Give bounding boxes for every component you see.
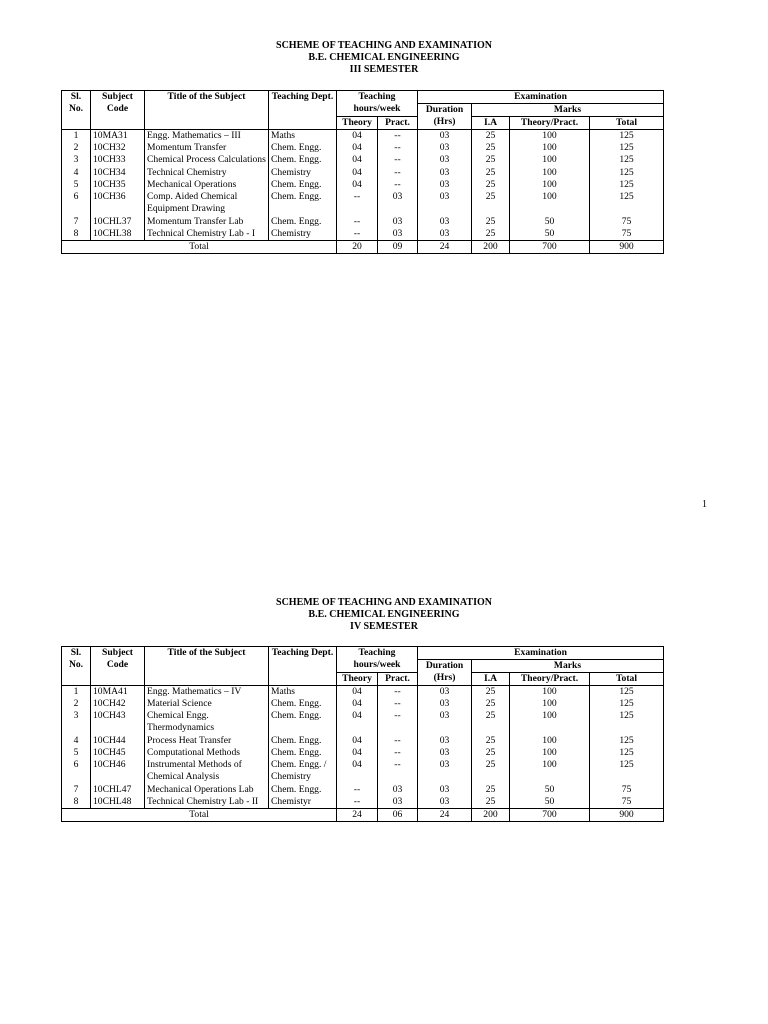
heading-line: B.E. CHEMICAL ENGINEERING [308, 52, 460, 63]
col-header-title: Title of the Subject [145, 91, 269, 130]
semester-section [0, 40, 768, 76]
scheme-table [61, 90, 664, 254]
col-header-duration: Duration (Hrs) [418, 104, 472, 130]
cell-duration: 03 [418, 796, 472, 809]
total-pract: 09 [378, 241, 418, 254]
cell-sl: 7 [62, 784, 91, 796]
cell-theory: -- [337, 191, 378, 215]
page-number: 1 [702, 499, 707, 510]
col-header-sl: Sl. No. [62, 91, 91, 130]
cell-duration: 03 [418, 710, 472, 734]
cell-total: 125 [590, 167, 664, 179]
cell-sl: 6 [62, 759, 91, 783]
cell-pract: -- [378, 747, 418, 759]
col-header-total: Total [590, 117, 664, 130]
cell-theory: 04 [337, 130, 378, 143]
cell-title: Computational Methods [145, 747, 269, 759]
col-header-theory: Theory [337, 117, 378, 130]
cell-sl: 4 [62, 735, 91, 747]
cell-duration: 03 [418, 759, 472, 783]
table-row [62, 191, 664, 215]
cell-ia: 25 [472, 796, 510, 809]
total-row [62, 241, 664, 254]
cell-theory: 04 [337, 698, 378, 710]
cell-theory-pract: 50 [510, 216, 590, 228]
cell-duration: 03 [418, 698, 472, 710]
col-header-duration: Duration (Hrs) [418, 660, 472, 686]
cell-title: Engg. Mathematics – IV [145, 686, 269, 699]
table-row [62, 228, 664, 241]
col-header-exam: Examination [418, 91, 664, 104]
cell-dept: Chemistyr [269, 796, 337, 809]
cell-code: 10CHL47 [91, 784, 145, 796]
cell-code: 10CH34 [91, 167, 145, 179]
table-row [62, 179, 664, 191]
cell-code: 10CH46 [91, 759, 145, 783]
cell-title: Mechanical Operations Lab [145, 784, 269, 796]
col-header-marks: Marks [472, 104, 664, 117]
table-row [62, 686, 664, 699]
cell-duration: 03 [418, 191, 472, 215]
col-header-pract: Pract. [378, 673, 418, 686]
cell-pract: -- [378, 710, 418, 734]
cell-theory-pract: 100 [510, 747, 590, 759]
cell-ia: 25 [472, 735, 510, 747]
col-header-ia: I.A [472, 673, 510, 686]
cell-code: 10CH33 [91, 154, 145, 166]
cell-pract: -- [378, 167, 418, 179]
cell-theory: 04 [337, 686, 378, 699]
cell-sl: 4 [62, 167, 91, 179]
cell-ia: 25 [472, 216, 510, 228]
cell-code: 10CH43 [91, 710, 145, 734]
cell-theory-pract: 100 [510, 191, 590, 215]
cell-sl: 3 [62, 710, 91, 734]
heading-line: IV SEMESTER [350, 621, 418, 632]
total-theory: 24 [337, 809, 378, 822]
cell-sl: 1 [62, 686, 91, 699]
cell-pract: -- [378, 735, 418, 747]
col-header-total: Total [590, 673, 664, 686]
cell-theory-pract: 100 [510, 154, 590, 166]
cell-pract: 03 [378, 784, 418, 796]
total-duration: 24 [418, 809, 472, 822]
cell-theory: 04 [337, 142, 378, 154]
cell-sl: 2 [62, 142, 91, 154]
cell-pract: -- [378, 130, 418, 143]
cell-code: 10CH35 [91, 179, 145, 191]
table-row [62, 130, 664, 143]
cell-theory-pract: 100 [510, 759, 590, 783]
table-row [62, 142, 664, 154]
table-row [62, 784, 664, 796]
cell-sl: 2 [62, 698, 91, 710]
cell-ia: 25 [472, 142, 510, 154]
cell-theory-pract: 100 [510, 686, 590, 699]
cell-sl: 8 [62, 796, 91, 809]
col-header-hours: Teaching hours/week [337, 647, 418, 673]
cell-total: 125 [590, 191, 664, 215]
cell-total: 125 [590, 154, 664, 166]
cell-sl: 7 [62, 216, 91, 228]
cell-sl: 8 [62, 228, 91, 241]
cell-theory: 04 [337, 710, 378, 734]
cell-title: Technical Chemistry Lab - II [145, 796, 269, 809]
cell-theory: -- [337, 796, 378, 809]
cell-dept: Chem. Engg. [269, 710, 337, 734]
cell-duration: 03 [418, 784, 472, 796]
total-label: Total [62, 809, 337, 822]
cell-title: Process Heat Transfer [145, 735, 269, 747]
cell-pract: -- [378, 154, 418, 166]
cell-code: 10CH44 [91, 735, 145, 747]
cell-duration: 03 [418, 142, 472, 154]
cell-title: Chemical Engg. Thermodynamics [145, 710, 269, 734]
cell-ia: 25 [472, 784, 510, 796]
cell-theory-pract: 100 [510, 735, 590, 747]
col-header-ia: I.A [472, 117, 510, 130]
table-row [62, 796, 664, 809]
cell-theory-pract: 100 [510, 698, 590, 710]
cell-pract: 03 [378, 216, 418, 228]
cell-code: 10CHL48 [91, 796, 145, 809]
scheme-table [61, 646, 664, 822]
cell-total: 125 [590, 686, 664, 699]
cell-ia: 25 [472, 747, 510, 759]
cell-ia: 25 [472, 154, 510, 166]
cell-duration: 03 [418, 167, 472, 179]
col-header-marks: Marks [472, 660, 664, 673]
cell-title: Technical Chemistry [145, 167, 269, 179]
cell-total: 75 [590, 228, 664, 241]
semester-section [0, 597, 768, 633]
col-header-theory: Theory [337, 673, 378, 686]
total-ia: 200 [472, 809, 510, 822]
cell-pract: -- [378, 686, 418, 699]
col-header-dept: Teaching Dept. [269, 91, 337, 130]
cell-pract: -- [378, 698, 418, 710]
cell-ia: 25 [472, 191, 510, 215]
total-theory-pract: 700 [510, 241, 590, 254]
cell-dept: Chem. Engg. [269, 142, 337, 154]
cell-dept: Maths [269, 686, 337, 699]
total-total: 900 [590, 809, 664, 822]
total-theory-pract: 700 [510, 809, 590, 822]
heading-line: B.E. CHEMICAL ENGINEERING [308, 609, 460, 620]
cell-theory: 04 [337, 747, 378, 759]
table-row [62, 710, 664, 734]
cell-dept: Chem. Engg. [269, 747, 337, 759]
cell-ia: 25 [472, 179, 510, 191]
cell-title: Instrumental Methods of Chemical Analysis [145, 759, 269, 783]
cell-duration: 03 [418, 130, 472, 143]
col-header-code: Subject Code [91, 647, 145, 686]
cell-total: 125 [590, 747, 664, 759]
cell-duration: 03 [418, 179, 472, 191]
cell-dept: Chem. Engg. / Chemistry [269, 759, 337, 783]
col-header-exam: Examination [418, 647, 664, 660]
cell-duration: 03 [418, 216, 472, 228]
total-label: Total [62, 241, 337, 254]
cell-total: 125 [590, 179, 664, 191]
cell-theory: -- [337, 228, 378, 241]
col-header-theory-pract: Theory/Pract. [510, 117, 590, 130]
cell-title: Momentum Transfer Lab [145, 216, 269, 228]
table-row [62, 698, 664, 710]
heading-line: SCHEME OF TEACHING AND EXAMINATION [276, 40, 492, 51]
cell-duration: 03 [418, 747, 472, 759]
cell-sl: 6 [62, 191, 91, 215]
col-header-sl: Sl. No. [62, 647, 91, 686]
cell-dept: Chem. Engg. [269, 216, 337, 228]
cell-total: 75 [590, 796, 664, 809]
cell-title: Chemical Process Calculations [145, 154, 269, 166]
total-duration: 24 [418, 241, 472, 254]
table-row [62, 154, 664, 166]
cell-duration: 03 [418, 228, 472, 241]
table-row [62, 167, 664, 179]
col-header-dept: Teaching Dept. [269, 647, 337, 686]
table-row [62, 216, 664, 228]
cell-total: 125 [590, 759, 664, 783]
cell-sl: 3 [62, 154, 91, 166]
cell-theory: 04 [337, 759, 378, 783]
cell-title: Momentum Transfer [145, 142, 269, 154]
table-row [62, 747, 664, 759]
cell-theory-pract: 100 [510, 167, 590, 179]
cell-total: 125 [590, 735, 664, 747]
cell-code: 10CH45 [91, 747, 145, 759]
cell-theory-pract: 100 [510, 142, 590, 154]
cell-theory: -- [337, 216, 378, 228]
cell-dept: Chemistry [269, 228, 337, 241]
heading-line: SCHEME OF TEACHING AND EXAMINATION [276, 597, 492, 608]
cell-dept: Chem. Engg. [269, 735, 337, 747]
cell-code: 10CHL37 [91, 216, 145, 228]
cell-dept: Chem. Engg. [269, 191, 337, 215]
cell-theory-pract: 100 [510, 130, 590, 143]
cell-dept: Chem. Engg. [269, 154, 337, 166]
cell-duration: 03 [418, 154, 472, 166]
cell-ia: 25 [472, 167, 510, 179]
col-header-hours: Teaching hours/week [337, 91, 418, 117]
cell-theory: 04 [337, 154, 378, 166]
cell-title: Mechanical Operations [145, 179, 269, 191]
cell-title: Engg. Mathematics – III [145, 130, 269, 143]
cell-sl: 1 [62, 130, 91, 143]
cell-ia: 25 [472, 698, 510, 710]
heading-line: III SEMESTER [349, 64, 419, 75]
total-total: 900 [590, 241, 664, 254]
cell-theory-pract: 50 [510, 796, 590, 809]
cell-theory-pract: 50 [510, 784, 590, 796]
col-header-title: Title of the Subject [145, 647, 269, 686]
col-header-code: Subject Code [91, 91, 145, 130]
cell-ia: 25 [472, 710, 510, 734]
cell-code: 10CH36 [91, 191, 145, 215]
col-header-theory-pract: Theory/Pract. [510, 673, 590, 686]
table-row [62, 759, 664, 783]
cell-theory: -- [337, 784, 378, 796]
header-row [62, 647, 664, 660]
cell-pract: 03 [378, 796, 418, 809]
cell-theory: 04 [337, 735, 378, 747]
cell-ia: 25 [472, 759, 510, 783]
cell-code: 10CH42 [91, 698, 145, 710]
cell-pract: 03 [378, 191, 418, 215]
header-row [62, 91, 664, 104]
cell-theory: 04 [337, 167, 378, 179]
cell-dept: Chem. Engg. [269, 179, 337, 191]
cell-theory: 04 [337, 179, 378, 191]
cell-pract: -- [378, 759, 418, 783]
total-pract: 06 [378, 809, 418, 822]
cell-dept: Chemistry [269, 167, 337, 179]
cell-dept: Maths [269, 130, 337, 143]
cell-title: Comp. Aided Chemical Equipment Drawing [145, 191, 269, 215]
cell-ia: 25 [472, 130, 510, 143]
cell-total: 125 [590, 142, 664, 154]
table-row [62, 735, 664, 747]
cell-title: Material Science [145, 698, 269, 710]
cell-code: 10MA41 [91, 686, 145, 699]
cell-theory-pract: 100 [510, 179, 590, 191]
cell-total: 125 [590, 698, 664, 710]
cell-dept: Chem. Engg. [269, 698, 337, 710]
cell-theory-pract: 50 [510, 228, 590, 241]
cell-dept: Chem. Engg. [269, 784, 337, 796]
cell-pract: 03 [378, 228, 418, 241]
total-theory: 20 [337, 241, 378, 254]
cell-code: 10CH32 [91, 142, 145, 154]
cell-total: 75 [590, 784, 664, 796]
cell-sl: 5 [62, 179, 91, 191]
cell-total: 125 [590, 710, 664, 734]
total-row [62, 809, 664, 822]
total-ia: 200 [472, 241, 510, 254]
cell-total: 125 [590, 130, 664, 143]
cell-title: Technical Chemistry Lab - I [145, 228, 269, 241]
cell-pract: -- [378, 179, 418, 191]
cell-theory-pract: 100 [510, 710, 590, 734]
cell-ia: 25 [472, 228, 510, 241]
col-header-pract: Pract. [378, 117, 418, 130]
cell-duration: 03 [418, 735, 472, 747]
cell-total: 75 [590, 216, 664, 228]
cell-pract: -- [378, 142, 418, 154]
cell-ia: 25 [472, 686, 510, 699]
cell-sl: 5 [62, 747, 91, 759]
cell-code: 10CHL38 [91, 228, 145, 241]
cell-code: 10MA31 [91, 130, 145, 143]
cell-duration: 03 [418, 686, 472, 699]
